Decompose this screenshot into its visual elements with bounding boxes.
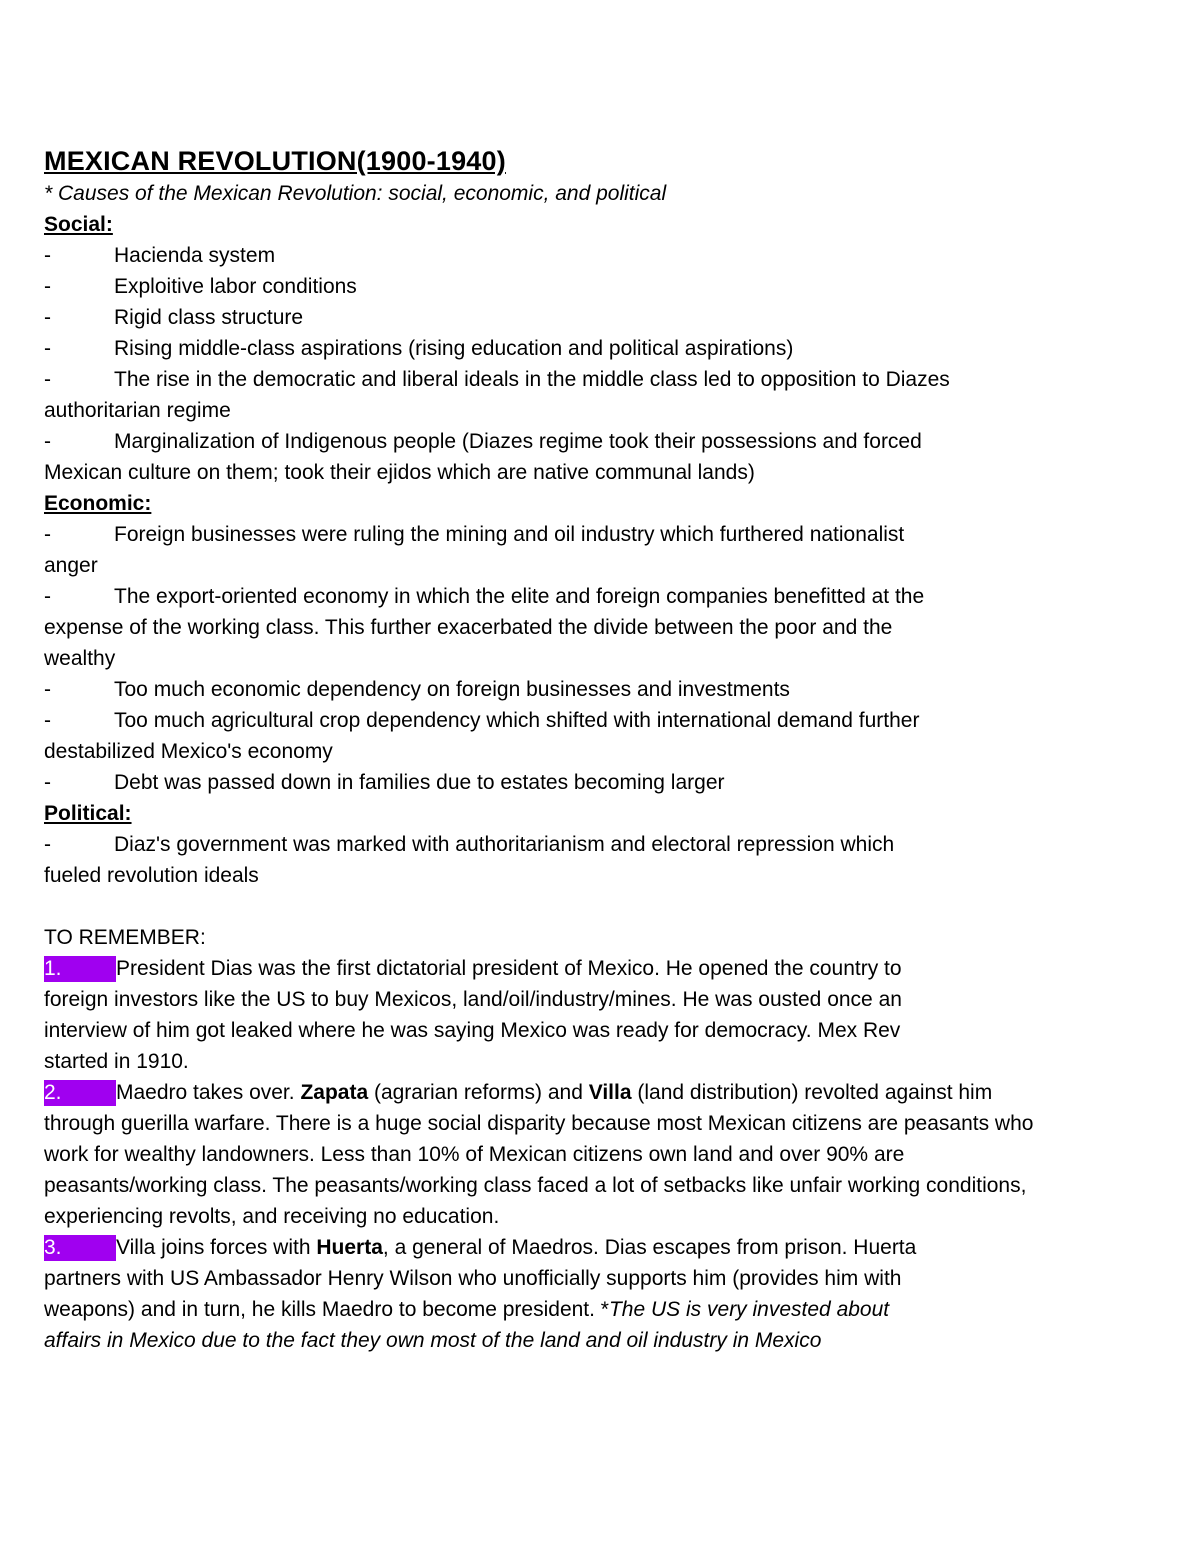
bullet-dash: -	[44, 523, 51, 546]
bullet-dash: -	[44, 337, 51, 360]
numbered-item: 2. Maedro takes over. Zapata (agrarian reforms) and Villa (land distribution) revolted against him	[44, 1081, 993, 1104]
italic-note: The US is very invested about	[608, 1298, 890, 1321]
remember-heading: TO REMEMBER:	[44, 926, 206, 949]
list-item: - The export-oriented economy in which the elite and foreign companies benefitted at the	[44, 581, 1160, 612]
bullet-dash: -	[44, 306, 51, 329]
numbered-item: 3. Villa joins forces with Huerta, a general of Maedros. Dias escapes from prison. Huerta	[44, 1236, 917, 1259]
numbered-item-continuation: foreign investors like the US to buy Mexicos, land/oil/industry/mines. He was ousted once an	[44, 988, 902, 1011]
document-subtitle: * Causes of the Mexican Revolution: social, economic, and political	[44, 182, 667, 205]
list-item: - Too much agricultural crop dependency which shifted with international demand further	[44, 705, 1160, 736]
numbered-item-continuation: through guerilla warfare. There is a huge social disparity because most Mexican citizens are peasants who	[44, 1112, 1034, 1135]
numbered-item-continuation: work for wealthy landowners. Less than 10% of Mexican citizens own land and over 90% are	[44, 1143, 905, 1166]
list-item: - Diaz's government was marked with authoritarianism and electoral repression which	[44, 829, 1160, 860]
italic-note: affairs in Mexico due to the fact they own most of the land and oil industry in Mexico	[44, 1329, 822, 1352]
list-item-continuation: wealthy	[44, 647, 116, 670]
list-item-continuation: destabilized Mexico's economy	[44, 740, 333, 763]
highlighted-number: 3.	[44, 1235, 116, 1261]
list-item: - Hacienda system	[44, 240, 1160, 271]
highlighted-number: 2.	[44, 1080, 116, 1106]
bullet-dash: -	[44, 678, 51, 701]
bullet-dash: -	[44, 771, 51, 794]
blank-line	[44, 891, 1160, 922]
list-item: - Too much economic dependency on foreign businesses and investments	[44, 674, 1160, 705]
economic-heading: Economic:	[44, 492, 152, 515]
bullet-dash: -	[44, 709, 51, 732]
bold-name-huerta: Huerta	[316, 1236, 383, 1259]
bold-name-villa: Villa	[588, 1081, 632, 1104]
list-item-continuation: Mexican culture on them; took their ejidos which are native communal lands)	[44, 461, 755, 484]
bullet-dash: -	[44, 275, 51, 298]
numbered-item-continuation: experiencing revolts, and receiving no education.	[44, 1205, 500, 1228]
document-title: MEXICAN REVOLUTION(1900-1940)	[44, 146, 506, 176]
list-item: - The rise in the democratic and liberal ideals in the middle class led to opposition to Diazes	[44, 364, 1160, 395]
list-item: - Foreign businesses were ruling the mining and oil industry which furthered nationalist	[44, 519, 1160, 550]
highlighted-number: 1.	[44, 956, 116, 982]
list-item: - Rigid class structure	[44, 302, 1160, 333]
list-item-continuation: expense of the working class. This further exacerbated the divide between the poor and the	[44, 616, 893, 639]
bullet-dash: -	[44, 368, 51, 391]
list-item-continuation: fueled revolution ideals	[44, 864, 259, 887]
numbered-item-continuation: partners with US Ambassador Henry Wilson who unofficially supports him (provides him with	[44, 1267, 902, 1290]
bullet-dash: -	[44, 833, 51, 856]
list-item: - Exploitive labor conditions	[44, 271, 1160, 302]
list-item: - Marginalization of Indigenous people (Diazes regime took their possessions and forced	[44, 426, 1160, 457]
list-item-continuation: anger	[44, 554, 98, 577]
list-item: - Debt was passed down in families due to estates becoming larger	[44, 767, 1160, 798]
numbered-item-continuation: interview of him got leaked where he was saying Mexico was ready for democracy. Mex Rev	[44, 1019, 901, 1042]
numbered-item-continuation: peasants/working class. The peasants/working class faced a lot of setbacks like unfair working conditions,	[44, 1174, 1027, 1197]
bullet-dash: -	[44, 430, 51, 453]
numbered-item-continuation: started in 1910.	[44, 1050, 189, 1073]
social-heading: Social:	[44, 213, 113, 236]
list-item-continuation: authoritarian regime	[44, 399, 231, 422]
bold-name-zapata: Zapata	[300, 1081, 369, 1104]
political-heading: Political:	[44, 802, 132, 825]
numbered-item-continuation: weapons) and in turn, he kills Maedro to become president. *The US is very invested about	[44, 1298, 890, 1321]
bullet-dash: -	[44, 244, 51, 267]
numbered-item: 1. President Dias was the first dictatorial president of Mexico. He opened the country to	[44, 957, 902, 980]
list-item: - Rising middle-class aspirations (rising education and political aspirations)	[44, 333, 1160, 364]
bullet-dash: -	[44, 585, 51, 608]
